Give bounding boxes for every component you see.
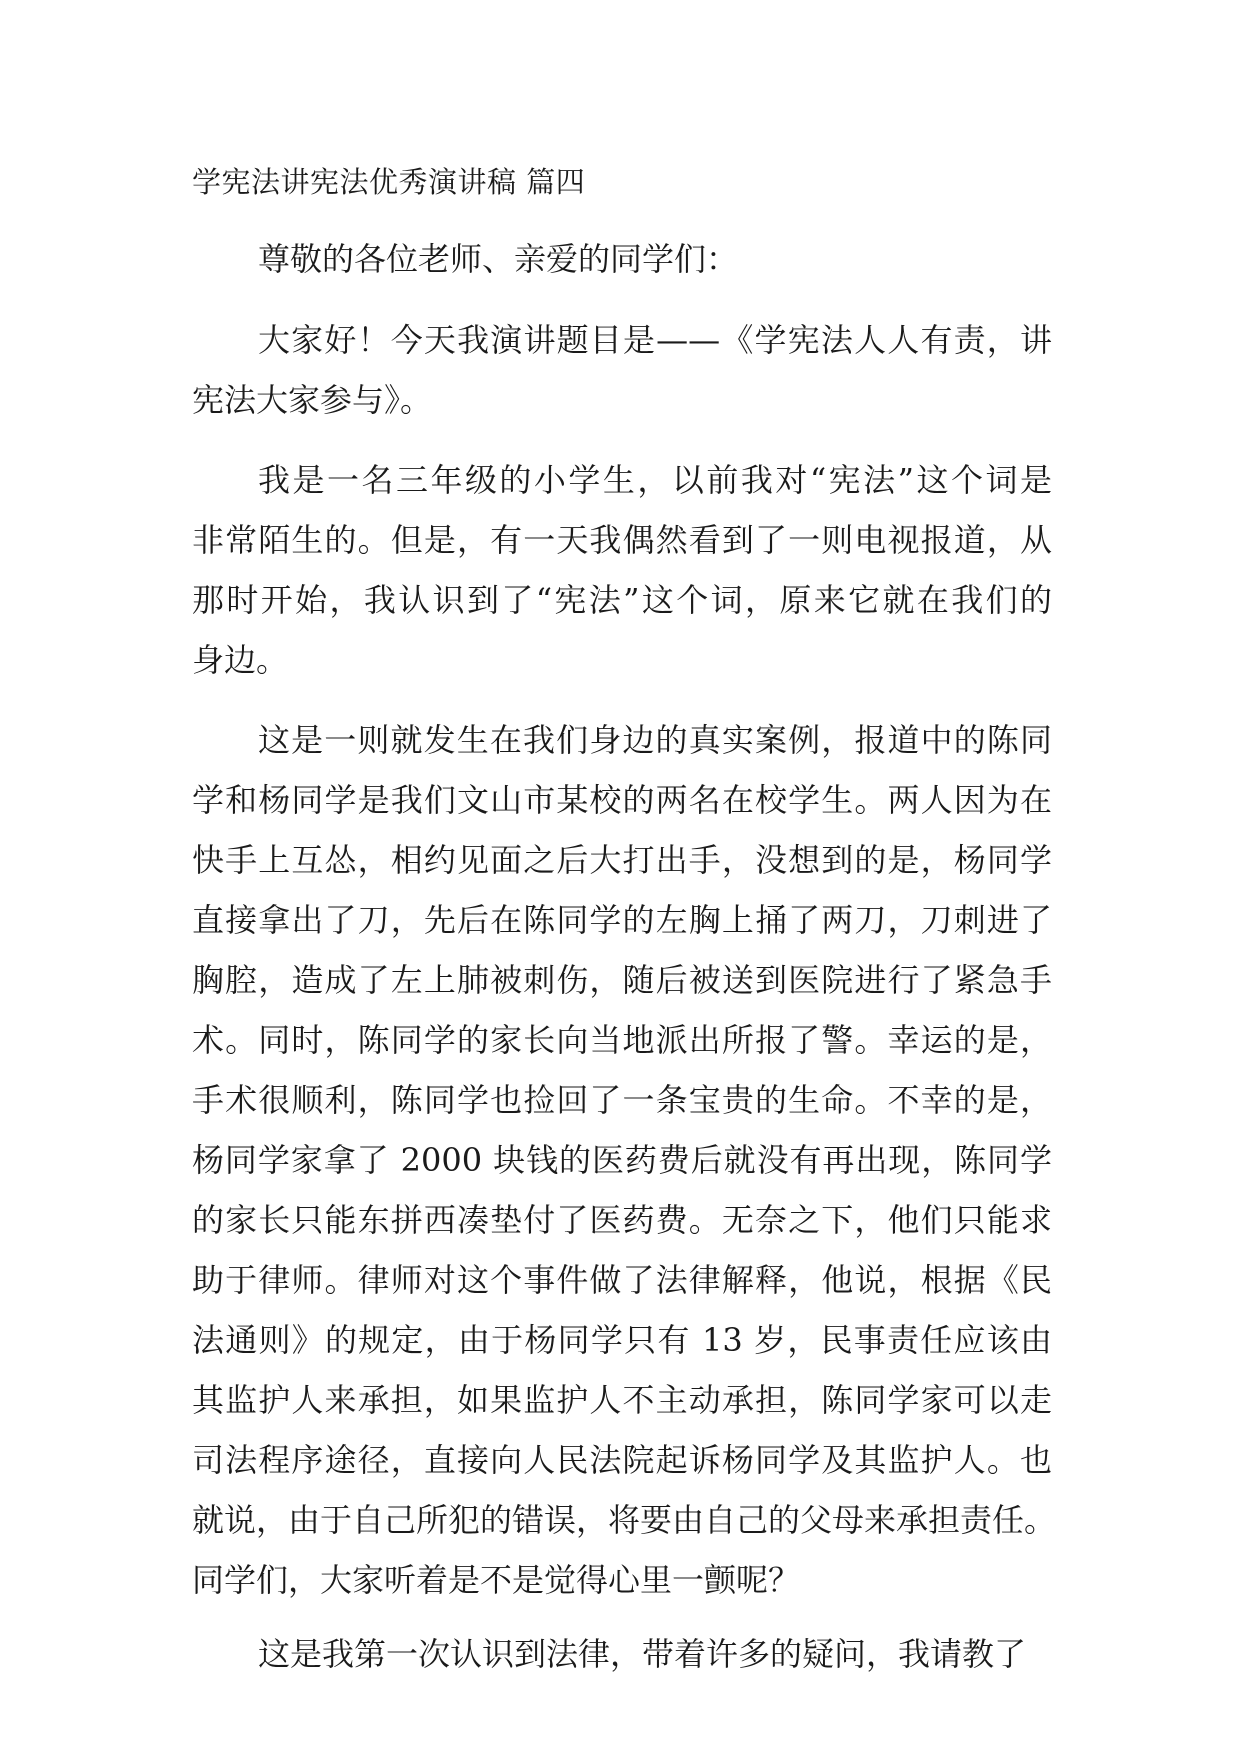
paragraph-line: 身边。 — [192, 641, 289, 679]
paragraph-line: 快手上互怂，相约见面之后大打出手，没想到的是，杨同学 — [192, 841, 1052, 879]
paragraph-line: 这是我第一次认识到法律，带着许多的疑问，我请教了 — [258, 1635, 1027, 1673]
paragraph-line: 这是一则就发生在我们身边的真实案例，报道中的陈同 — [258, 721, 1052, 759]
paragraph-line: 直接拿出了刀，先后在陈同学的左胸上捅了两刀，刀刺进了 — [192, 901, 1052, 939]
paragraph-line: 非常陌生的。但是，有一天我偶然看到了一则电视报道，从 — [192, 521, 1052, 559]
paragraph-line: 司法程序途径，直接向人民法院起诉杨同学及其监护人。也 — [192, 1441, 1052, 1479]
paragraph-line: 那时开始，我认识到了“宪法”这个词，原来它就在我们的 — [192, 581, 1052, 619]
paragraph-line: 学和杨同学是我们文山市某校的两名在校学生。两人因为在 — [192, 781, 1052, 819]
paragraph-line: 胸腔，造成了左上肺被刺伤，随后被送到医院进行了紧急手 — [192, 961, 1052, 999]
paragraph-line: 其监护人来承担，如果监护人不主动承担，陈同学家可以走 — [192, 1381, 1052, 1419]
paragraph-line: 尊敬的各位老师、亲爱的同学们： — [258, 240, 739, 278]
paragraph-line: 术。同时，陈同学的家长向当地派出所报了警。幸运的是， — [192, 1021, 1052, 1059]
paragraph-line: 法通则》的规定，由于杨同学只有 13 岁，民事责任应该由 — [192, 1321, 1052, 1359]
paragraph-line: 助于律师。律师对这个事件做了法律解释，他说，根据《民 — [192, 1261, 1052, 1299]
paragraph-line: 同学们，大家听着是不是觉得心里一颤呢？ — [192, 1561, 801, 1599]
paragraph-line: 大家好！今天我演讲题目是——《学宪法人人有责，讲 — [258, 321, 1052, 359]
paragraph-line: 的家长只能东拼西凑垫付了医药费。无奈之下，他们只能求 — [192, 1201, 1052, 1239]
paragraph-line: 我是一名三年级的小学生，以前我对“宪法”这个词是 — [258, 461, 1052, 499]
paragraph-line: 宪法大家参与》。 — [192, 381, 433, 419]
paragraph-line: 手术很顺利，陈同学也捡回了一条宝贵的生命。不幸的是， — [192, 1081, 1052, 1119]
document-title: 学宪法讲宪法优秀演讲稿 篇四 — [192, 165, 586, 199]
paragraph-line: 就说，由于自己所犯的错误，将要由自己的父母来承担责任。 — [192, 1501, 1057, 1539]
paragraph-line: 杨同学家拿了 2000 块钱的医药费后就没有再出现，陈同学 — [192, 1141, 1052, 1179]
